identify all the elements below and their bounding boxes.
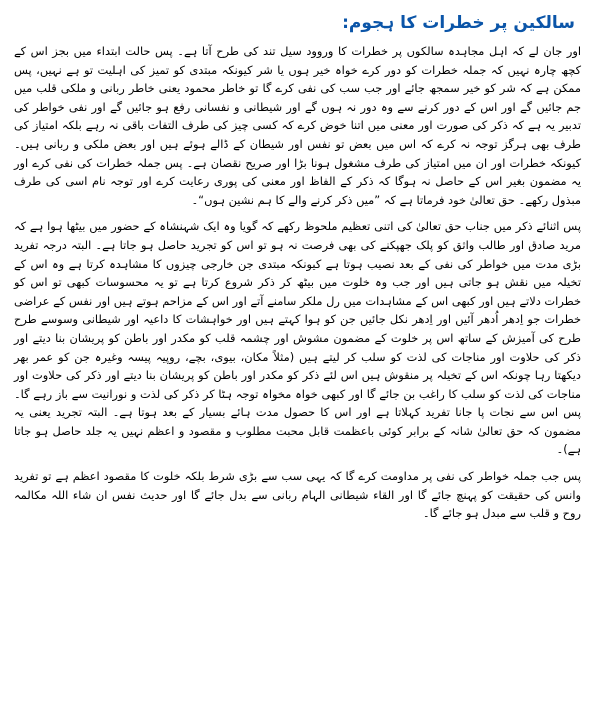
- section-heading: سالکین پر خطرات کا ہجوم:: [342, 13, 575, 33]
- paragraph-1: اور جان لے کہ اہل مجاہدہ سالکوں پر خطرات کا وروود سیل تند کی طرح آتا ہے۔ پس حالت ابتداء میں بجز اس کے کچھ چارہ نہیں کہ جملہ خطرات کو دور کرے خواہ خیر ہوں یا شر کیونکہ مبتدی کو تمیز کی اہلیت تو ہے نہیں، پس ممکن ہے کہ شر کو خیر سمجھ جائے اور جب سب کی نفی کرے گا تو خاطر محمود یعنی خاطر ربانی و ملکی قلب میں جم جائیں گے اور اس کے دور کرنے سے وہ دور نہ ہوں گے اور شیطانی و نفسانی رفع ہو جائیں گے اور نفی خواطر کی تدبیر یہ ہے کہ ذکر کی صورت اور معنی میں اتنا خوض کرے کہ کسی چیز کی طرف التفات باقی نہ رہے بلکہ امتیاز کی طرف بھی ہرگز توجہ نہ کرے کہ اس میں بعض تو نفس اور شیطان کے ڈالے ہوئے ہیں اور بعض ملکی و ربانی ہیں۔ کیونکہ خطرات اور ان میں امتیاز کی طرف مشغول ہونا بڑا اور صریح نقصان ہے۔ پس جملہ خطرات کی نفی کرے اور یہ مضمون بغیر اس کے حاصل نہ ہوگا کہ ذکر کے الفاظ اور معنی کی پوری رعایت کرے اور توجہ نام اسی کی طرف مبذول رکھے۔ حق تعالیٰ خود فرماتا ہے کہ ”میں ذکر کرنے والے کا ہم نشین ہوں“۔: [14, 44, 581, 207]
- paragraph-2: پس اثنائے ذکر میں جناب حق تعالیٰ کی اتنی تعظیم ملحوظ رکھے کہ گویا وہ ایک شہنشاہ کے حضور میں بیٹھا ہوا ہے کہ مرید صادق اور طالب واثق کو پلک جھپکنے کی بھی فرصت نہ ہو تو اس کو تجرید حاصل ہو جاتا ہے۔ البتہ درجہ تفرید بڑی مدت میں خواطر کی نفی کے بعد نصیب ہوتا ہے کیونکہ مبتدی جن خارجی چیزوں کا مشاہدہ کرتا ہے وہ اس کے تخیلہ میں نقش ہو جاتی ہیں اور جب وہ خلوت میں بیٹھ کر ذکر شروع کرتا ہے تو یہ محسوسات کبھی تو اس کو خطرات دلاتے ہیں اور کبھی اس کے مشاہدات میں رل ملکر سامنے آتے اور اس کے مزاحم ہوتے ہیں اور نفس کے عراضی خطرات جو اِدھر اُدھر آئیں اور اِدھر نکل جائیں جن کو ہوا کہتے ہیں اور خواہشات کا داعیہ اور شیطانی وسوسے طرح طرح کی آمیزش کے ساتھ اس پر خلوت کے مضمون مشوش اور چشمہ قلب کو مکدر اور باطن کو پریشان بنا دیتے اور ذکر کی حلاوت اور مناجات کی لذت کو سلب کر لیتے ہیں (مثلاً مکان، بیوی، بچے، روپیہ پیسہ وغیرہ جن کو عمر بھر دیکھتا رہا چونکہ اس کے تخیلہ پر منقوش ہیں اس لئے ذکر کو مکدر اور باطن کو پریشان بنا دیتے اور ذکر کی حلاوت اور مناجات کی لذت کو سلب کا راغب بن جائے گا اور کبھی خواہ مخواہ توجہ ہٹا کر ذکر کی لذت و نورانیت سے باز رہے گا۔ پس اس سے نجات پا جانا تفرید کہلاتا ہے اور اس کا حصول مدت ہائے بسیار کے بعد ہوتا ہے۔ البتہ تجرید یعنی یہ مضمون کہ حق تعالیٰ شانہ کے برابر کوئی باعظمت قابل محبت مطلوب و مقصود و اعظم نہیں یہ جلد حاصل ہو جاتا ہے)۔: [14, 219, 581, 457]
- paragraph-3: پس جب جملہ خواطر کی نفی پر مداومت کرے گا کہ یہی سب سے بڑی شرط بلکہ خلوت کا مقصود اعظم ہے تو تفرید وانس کی حقیقت کو پہنچ جائے گا اور القاء شیطانی الہام ربانی سے بدل جائے گا اور حدیث نفس ان شاء اللہ مکالمہ روح و قلب سے مبدل ہو جائے گا۔: [14, 469, 581, 521]
